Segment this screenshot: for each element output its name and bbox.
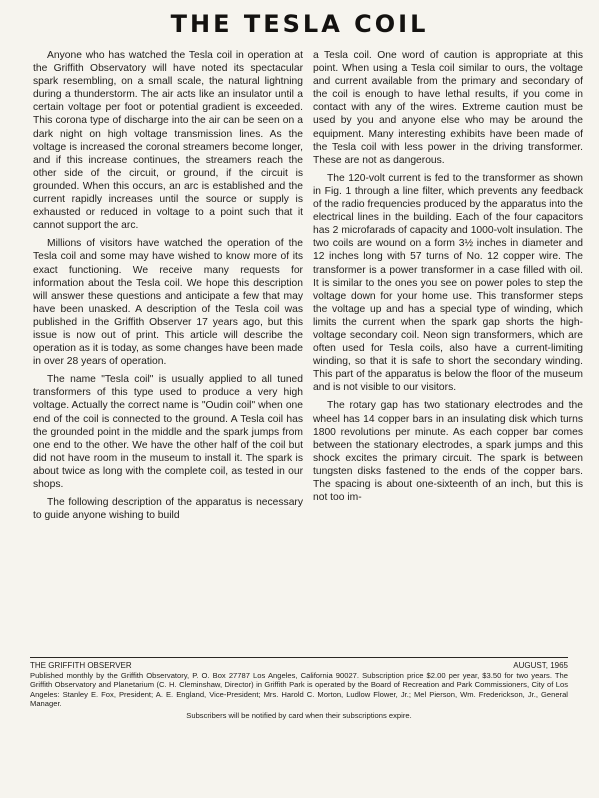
issue-date: AUGUST, 1965 <box>513 661 568 670</box>
paragraph: The rotary gap has two stationary electrodes and the wheel has 14 copper bars in an insulating disk which turns 1800 revolutions per minute. As each copper bar comes between the stationary electrodes, a spark jumps and this shock excites the primary circuit. The spark is between tungsten disks fastened to the ends of the copper bars. The spacing is about one-sixteenth of an inch, but this is not too im- <box>313 400 583 504</box>
paragraph: The name "Tesla coil" is usually applied to all tuned transformers of this type used to produce a very high voltage. Actually the correct name is "Oudin coil" when one end of the coil is connected to the ground. A Tesla coil has the grounded point in the middle and the spark jumps from one end to the other. We have the other half of the coil but did not have room in the museum to install it. The spark is about twice as long with the complete coil, as tested in our shops. <box>33 374 303 490</box>
paragraph: The following description of the apparatus is necessary to guide anyone wishing to build <box>33 497 303 522</box>
article-title: THE TESLA COIL <box>170 10 429 38</box>
masthead-footer <box>30 661 568 720</box>
paragraph: Millions of visitors have watched the operation of the Tesla coil and some may have wished to know more of its exact functioning. We receive many requests for information about the Tesla coil. We hope this description will answer these questions and anticipate a few that may have been unasked. A description of the Tesla coil was published in the Griffith Observer 17 years ago, but this issue is now out of print. This article will describe the operation as it is today, as some changes have been made in over 28 years of operation. <box>33 238 303 368</box>
paragraph-continued: a Tesla coil. One word of caution is appropriate at this point. When using a Tesla coil similar to ours, the voltage and current available from the primary and secondary of the coil is enough to have lethal results, if you come in contact with any of the wires. Extreme caution must be used by you and anyone else who may be around the equipment. Many interesting exhibits have been made of the Tesla coil with less power in the driving transformer. These are not as dangerous. <box>313 50 583 166</box>
paragraph: The 120-volt current is fed to the transformer as shown in Fig. 1 through a line filter, which prevents any feedback of the radio frequencies produced by the apparatus into the electrical lines in the building. Each of the four capacitors has 2 microfarads of capacity and 1000-volt insulation. The two coils are wound on a form 3½ inches in diameter and 12 inches long with 57 turns of No. 12 copper wire. The transformer is a power transformer in a case filled with oil. It is similar to the ones you see on power poles to step the voltage down for your home use. This transformer steps the voltage up and has a special type of winding, which limits the current when the spark gap shorts the high-voltage secondary coil. Neon sign transformers, which are often used for Tesla coils, also have a current-limiting winding, so that it is safe to short the secondary winding. This part of the apparatus is below the floor of the museum and is not visible to our visitors. <box>313 172 583 394</box>
paragraph: Anyone who has watched the Tesla coil in operation at the Griffith Observatory will have noted its spectacular spark resembling, on a small scale, the natural lightning during a thunderstorm. The air acts like an insulator until a certain voltage per foot or potential gradient is exceeded. This corona type of discharge into the air can be seen on a dark night on high voltage transmission lines. As the voltage is increased the coronal streamers become longer, and if this increase continues, the streamers reach the other side of the circuit, or ground, if the circuit is grounded. When this occurs, an arc is established and the current rapidly increases until the source or supply is exhausted or reduced in voltage to a point such that it cannot support the arc. <box>33 50 303 232</box>
subscription-note: Subscribers will be notified by card when their subscriptions expire. <box>186 711 412 721</box>
footer-divider <box>30 657 568 658</box>
left-column <box>33 49 303 527</box>
right-column <box>313 49 583 509</box>
publication-info: Published monthly by the Griffith Observatory, P. O. Box 27787 Los Angeles, California 90027. Subscription price $2.00 per year, $3.50 for two years. The Griffith Observatory and Planetarium (C. H. Cleminshaw, Director) in Griffith Park is operated by the Board of Recreation and Park Commissioners, City of Los Angeles: Stanley E. Fox, President; A. E. England, Vice-President; Mrs. Harold C. Morton, Ludlow Flower, Jr.; Mel Pierson, Wm. Frederickson, Jr., General Manager. <box>30 671 568 708</box>
publication-name: THE GRIFFITH OBSERVER <box>30 661 132 670</box>
